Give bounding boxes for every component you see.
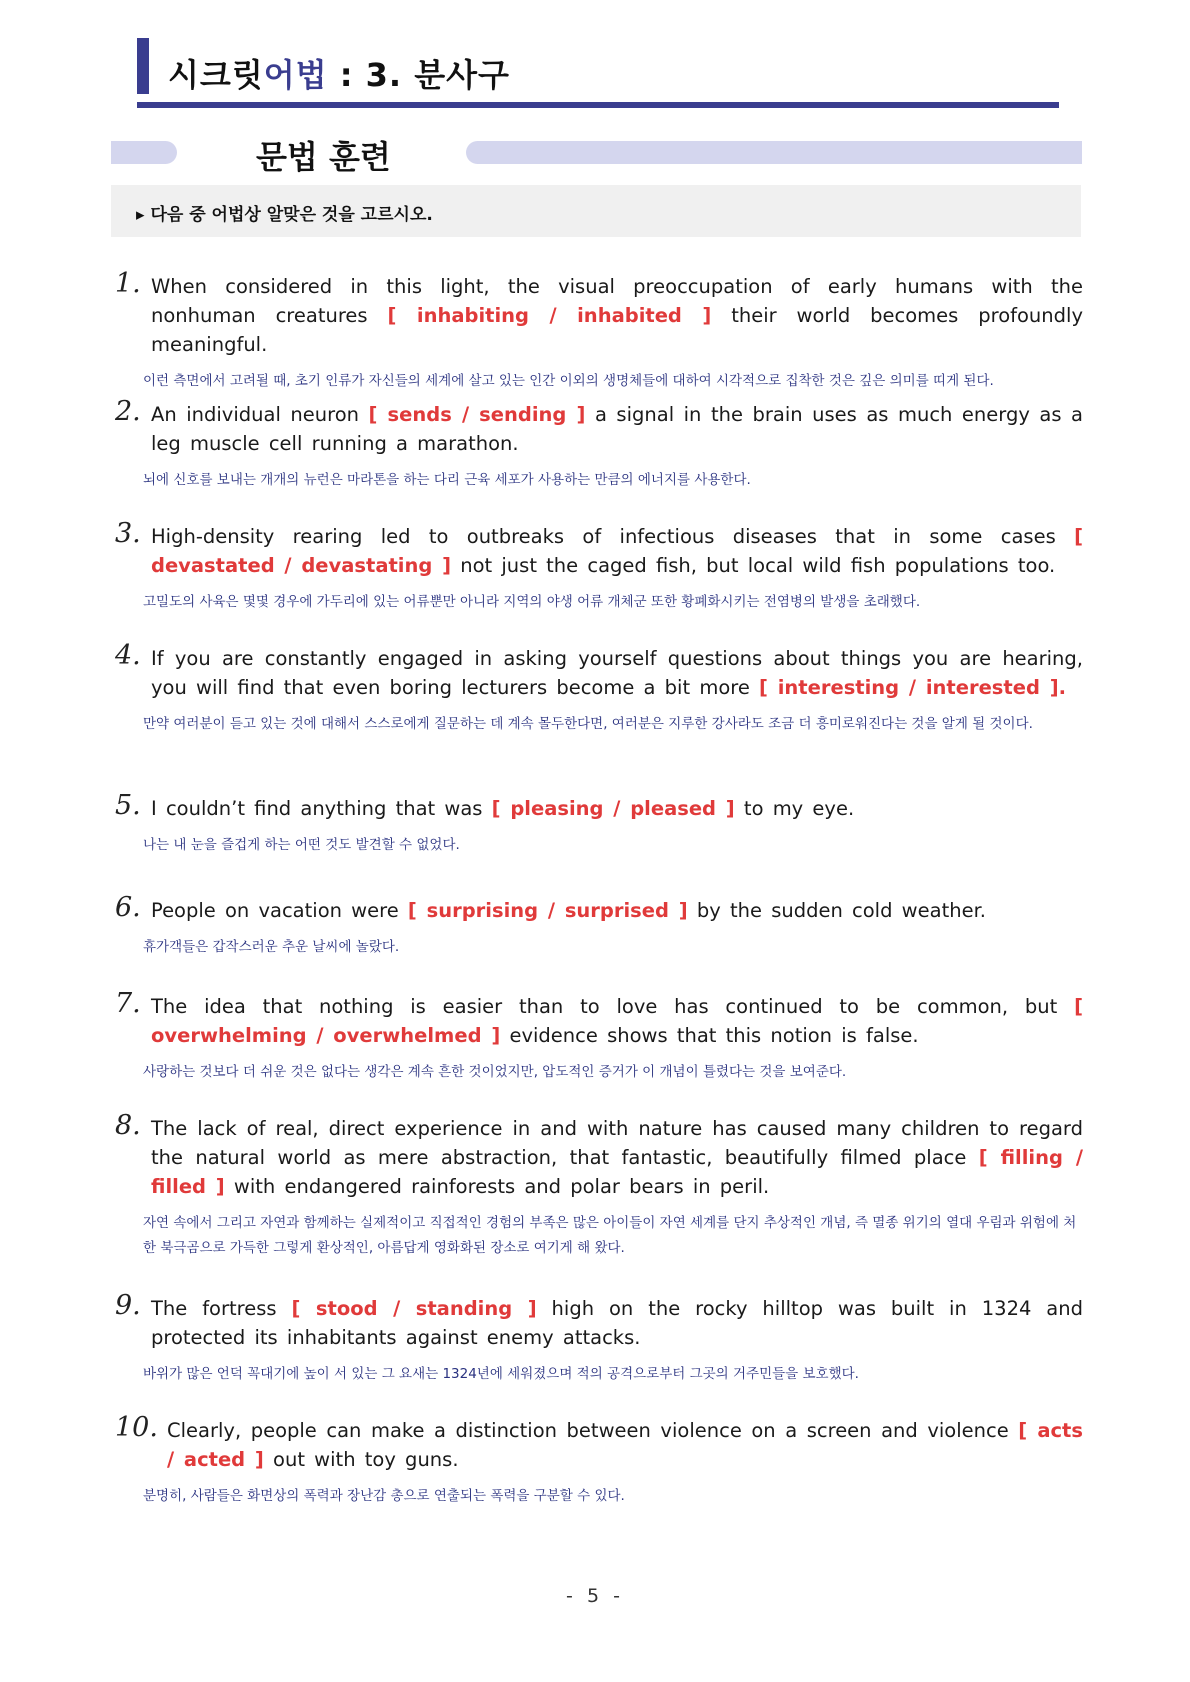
korean-translation: 나는 내 눈을 즐겁게 하는 어떤 것도 발견할 수 없었다. [143, 837, 460, 853]
question-text [151, 896, 1083, 925]
question-pre: High-density rearing led to outbreaks of infectious diseases that in some cases [151, 525, 1075, 548]
section-title: 문법 훈련 [256, 138, 391, 176]
question-6 [115, 892, 1083, 960]
question-pre: If you are constantly engaged in asking yourself questions about things you are hearing, you will find that even boring lecturers become a bit more [151, 647, 1083, 699]
korean-translation: 사랑하는 것보다 더 쉬운 것은 없다는 생각은 계속 흔한 것이었지만, 압도적인 증거가 이 개념이 틀렸다는 것을 보여준다. [143, 1064, 847, 1080]
answer-choice[interactable]: [ filling / filled ] [151, 1146, 1083, 1198]
instruction-text: ▸ 다음 중 어법상 알맞은 것을 고르시오. [136, 205, 433, 225]
question-pre: I couldn’t find anything that was [151, 797, 492, 820]
question-text [151, 522, 1083, 580]
question-post: by the sudden cold weather. [687, 899, 986, 922]
question-pre: The idea that nothing is easier than to love has continued to be common, but [151, 995, 1075, 1018]
question-pre: When considered in this light, the visual preoccupation of early humans with the nonhuman creatures [151, 275, 1083, 327]
question-post: evidence shows that this notion is false. [500, 1024, 919, 1047]
question-post: out with toy guns. [263, 1448, 459, 1471]
title-underline [137, 102, 1059, 108]
question-number: 2. [115, 396, 141, 427]
question-pre: Clearly, people can make a distinction between violence on a screen and violence [167, 1419, 1019, 1442]
question-text [151, 644, 1083, 702]
question-text [151, 1114, 1083, 1201]
korean-translation: 바위가 많은 언덕 꼭대기에 높이 서 있는 그 요새는 1324년에 세워졌으며 적의 공격으로부터 그곳의 거주민들을 보호했다. [143, 1366, 859, 1382]
section-band-right [466, 141, 1082, 164]
question-number: 9. [115, 1290, 141, 1321]
title-part1: 시크릿 [168, 56, 264, 94]
title-accent-bar [137, 38, 149, 94]
question-number: 1. [115, 268, 141, 299]
question-10 [115, 1412, 1083, 1509]
question-text [151, 1294, 1083, 1352]
korean-translation: 자연 속에서 그리고 자연과 함께하는 실제적이고 직접적인 경험의 부족은 많은 아이들이 자연 세계를 단지 추상적인 개념, 즉 멸종 위기의 열대 우림과 위험에 처한 북극곰으로 가득한 그렇게 환상적인, 아름답게 영화화된 장소로 여기게 해 왔다. [143, 1215, 1077, 1256]
korean-translation: 뇌에 신호를 보내는 개개의 뉴런은 마라톤을 하는 다리 근육 세포가 사용하는 만큼의 에너지를 사용한다. [143, 472, 751, 488]
question-post: to my eye. [734, 797, 855, 820]
question-pre: The lack of real, direct experience in and with nature has caused many children to regard the natural world as mere abstraction, that fantastic, beautifully filmed place [151, 1117, 1083, 1169]
answer-choice[interactable]: [ sends / sending ] [368, 403, 586, 426]
answer-choice[interactable]: [ surprising / surprised ] [407, 899, 688, 922]
title-part3: : 3. 분사구 [327, 56, 510, 94]
page-title [168, 50, 510, 96]
answer-choice[interactable]: [ inhabiting / inhabited ] [387, 304, 712, 327]
question-text [167, 1416, 1083, 1474]
title-part2: 어법 [263, 56, 328, 94]
question-number: 10. [115, 1412, 158, 1443]
answer-choice[interactable]: [ stood / standing ] [291, 1297, 537, 1320]
question-number: 4. [115, 640, 141, 671]
question-4 [115, 640, 1083, 737]
question-post: a signal in the brain uses as much energy as a leg muscle cell running a marathon. [151, 403, 1083, 455]
question-text [151, 794, 1083, 823]
question-pre: People on vacation were [151, 899, 408, 922]
answer-choice[interactable]: [ pleasing / pleased ] [491, 797, 735, 820]
question-pre: The fortress [151, 1297, 292, 1320]
question-number: 5. [115, 790, 141, 821]
question-post: high on the rocky hilltop was built in 1324 and protected its inhabitants against enemy attacks. [151, 1297, 1083, 1349]
question-number: 6. [115, 892, 141, 923]
korean-translation: 고밀도의 사육은 몇몇 경우에 가두리에 있는 어류뿐만 아니라 지역의 야생 어류 개체군 또한 황폐화시키는 전염병의 발생을 초래했다. [143, 594, 921, 610]
question-8 [115, 1110, 1083, 1261]
answer-choice[interactable]: [ devastated / devastating ] [151, 525, 1083, 577]
question-text [151, 400, 1083, 458]
korean-translation: 분명히, 사람들은 화면상의 폭력과 장난감 총으로 연출되는 폭력을 구분할 수 있다. [143, 1488, 625, 1504]
korean-translation: 만약 여러분이 듣고 있는 것에 대해서 스스로에게 질문하는 데 계속 몰두한다면, 여러분은 지루한 강사라도 조금 더 흥미로워진다는 것을 알게 될 것이다. [143, 716, 1033, 732]
section-band-left [111, 141, 177, 164]
question-pre: An individual neuron [151, 403, 369, 426]
answer-choice[interactable]: [ acts / acted ] [167, 1419, 1083, 1471]
question-number: 3. [115, 518, 141, 549]
answer-choice[interactable]: [ overwhelming / overwhelmed ] [151, 995, 1083, 1047]
question-text [151, 272, 1083, 359]
question-number: 7. [115, 988, 141, 1019]
question-post: their world becomes profoundly meaningful. [151, 304, 1083, 356]
question-2 [115, 396, 1083, 493]
question-post: not just the caged fish, but local wild fish populations too. [451, 554, 1056, 577]
question-1 [115, 268, 1083, 394]
question-3 [115, 518, 1083, 615]
korean-translation: 이런 측면에서 고려될 때, 초기 인류가 자신들의 세계에 살고 있는 인간 이외의 생명체들에 대하여 시각적으로 집착한 것은 깊은 의미를 띠게 된다. [143, 373, 994, 389]
question-5 [115, 790, 1083, 858]
question-number: 8. [115, 1110, 141, 1141]
answer-choice[interactable]: [ interesting / interested ]. [759, 676, 1067, 699]
question-7 [115, 988, 1083, 1085]
question-text [151, 992, 1083, 1050]
korean-translation: 휴가객들은 갑작스러운 추운 날씨에 놀랐다. [143, 939, 400, 955]
page-number: - 5 - [566, 1585, 624, 1607]
question-post: with endangered rainforests and polar bears in peril. [224, 1175, 770, 1198]
question-9 [115, 1290, 1083, 1387]
